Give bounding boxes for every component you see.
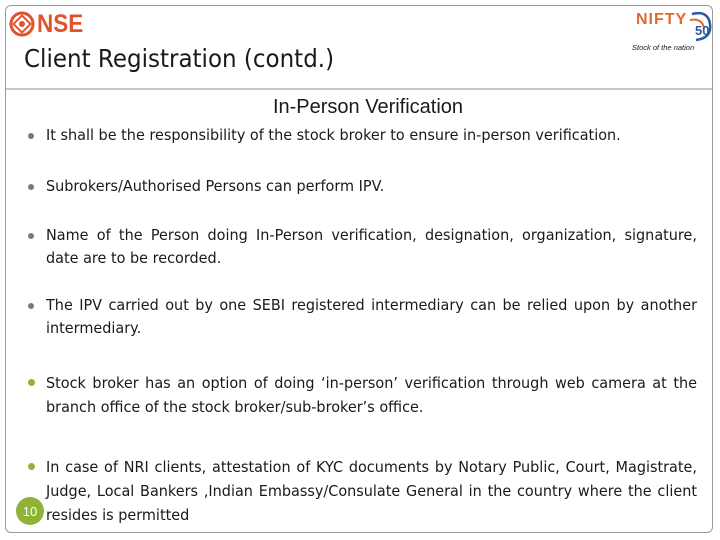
list-item bbox=[28, 224, 698, 270]
bullet-dot bbox=[28, 379, 35, 386]
page-title: Client Registration (contd.) bbox=[24, 44, 335, 73]
bullet-text: It shall be the responsibility of the stock broker to ensure in-person verification. bbox=[46, 126, 621, 144]
bullet-dot bbox=[28, 303, 34, 309]
nifty-tagline: Stock of the nation bbox=[632, 43, 695, 52]
section-subtitle: In-Person Verification bbox=[272, 96, 464, 118]
list-item bbox=[28, 175, 698, 198]
nifty-logo-number: 50 bbox=[695, 23, 710, 38]
bullet-dot bbox=[28, 233, 34, 239]
bullet-text: In case of NRI clients, attestation of KYC documents by Notary Public, Court, Magistrate, Judge, Local Bankers ,Indian Embassy/Consulate General in the country where the client resides is permitted bbox=[46, 458, 697, 524]
page-number: 10 bbox=[16, 497, 44, 525]
bullet-text: The IPV carried out by one SEBI registered intermediary can be relied upon by another intermediary. bbox=[46, 296, 697, 337]
list-item bbox=[28, 371, 698, 419]
bullet-dot bbox=[28, 463, 35, 470]
list-item bbox=[28, 294, 698, 340]
bullet-text: Stock broker has an option of doing ‘in-person’ verification through web camera at the branch office of the stock broker/sub-broker’s office. bbox=[46, 374, 697, 416]
bullet-dot bbox=[28, 133, 34, 139]
nse-logo-text: NSE bbox=[37, 9, 84, 38]
bullet-text: Subrokers/Authorised Persons can perform IPV. bbox=[46, 177, 385, 195]
bullet-dot bbox=[28, 184, 34, 190]
list-item bbox=[28, 124, 698, 147]
nifty-logo-word: NIFTY bbox=[636, 11, 688, 28]
list-item bbox=[28, 455, 698, 527]
bullet-text: Name of the Person doing In-Person verification, designation, organization, signature, date are to be recorded. bbox=[46, 226, 697, 267]
